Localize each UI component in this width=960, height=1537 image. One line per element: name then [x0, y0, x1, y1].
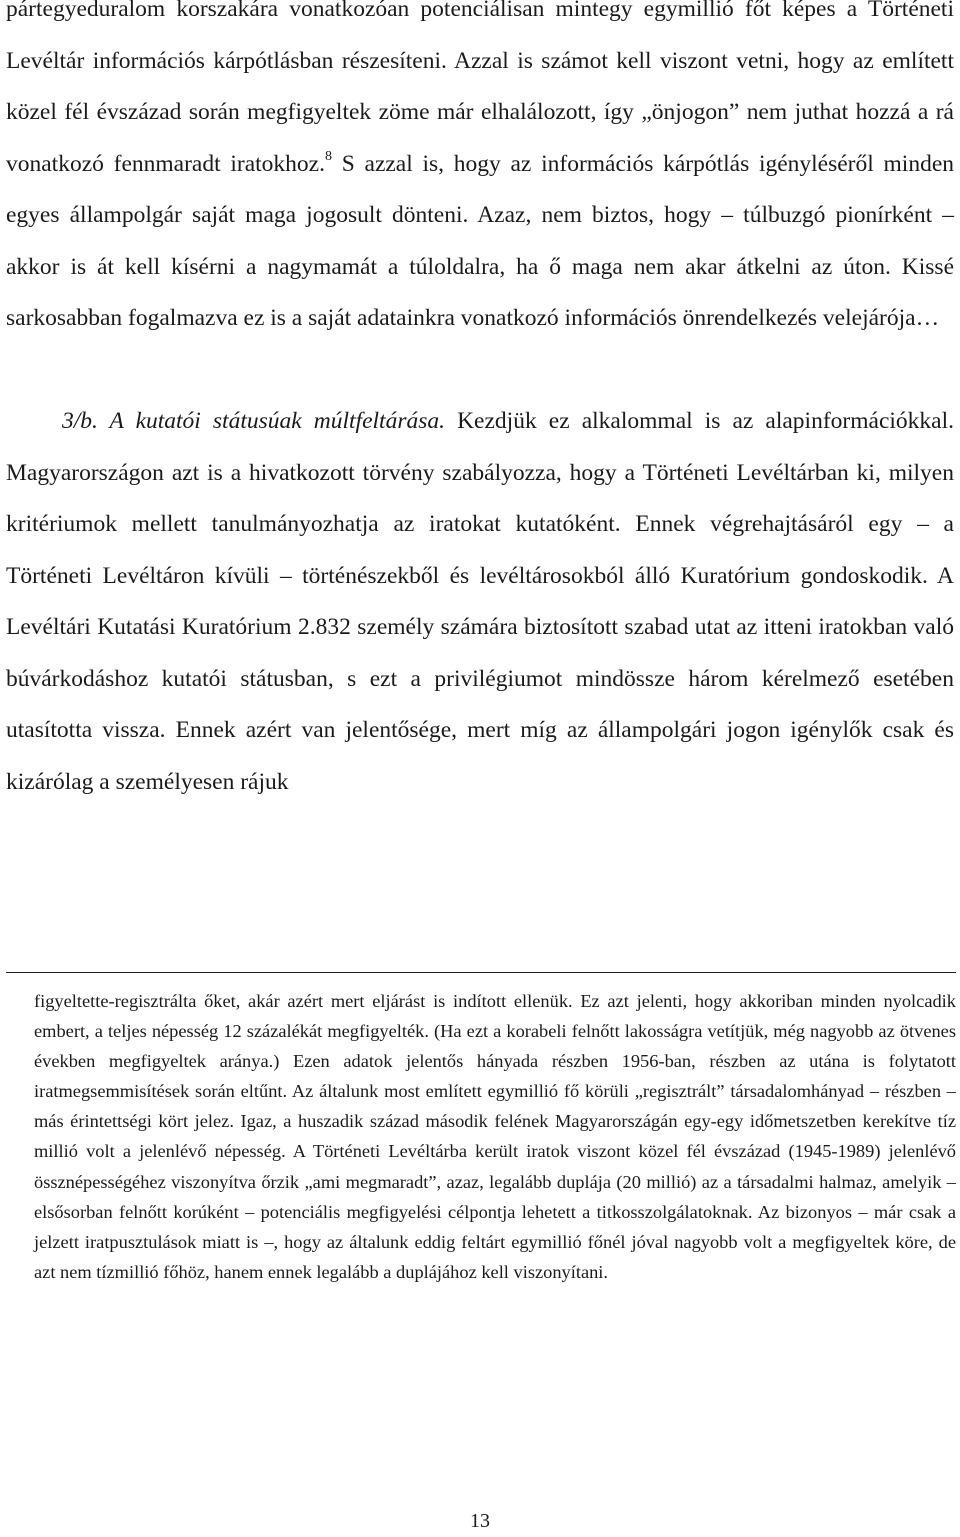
- paragraph-gap: [6, 345, 954, 397]
- section-heading: 3/b. A kutatói státusúak múltfeltárása.: [62, 408, 445, 434]
- page-number: 13: [470, 1510, 490, 1532]
- paragraph-text: Kezdjük ez alkalommal is az alapinformációkkal. Magyarországon azt is a hivatkozott törvény szabályozza, hogy a Történeti Levéltárban ki, milyen kritériumok mellett tanulmányozhatja az iratokat kutatóként. Ennek végrehajtásáról egy – a Történeti Levéltáron kívüli – történészekből és levéltárosokból álló Kuratórium gondoskodik. A Levéltári Kutatási Kuratórium 2.832 személy számára biztosított szabad utat az itteni iratokban való búvárkodáshoz kutatói státusban, s ezt a privilégiumot mindössze három kérelmező esetében utasította vissza. Ennek azért van jelentősége, mert míg az állampolgári jogon igénylők csak és kizárólag a személyesen rájuk: [6, 408, 954, 795]
- body-text: [6, 0, 954, 808]
- paragraph: [6, 396, 954, 808]
- paragraph: [6, 0, 954, 345]
- footnote-reference[interactable]: 8: [324, 148, 332, 164]
- footnote-separator: [6, 972, 956, 973]
- paragraph-text: pártegyeduralom korszakára vonatkozóan potenciálisan mintegy egymillió főt képes a Történeti Levéltár információs kárpótlásban részesíteni. Azzal is számot kell viszont vetni, hogy az említett közel fél évszázad során megfigyeltek zöme már elhalálozott, így „önjogon” nem juthat hozzá a rá vonatkozó fennmaradt iratokhoz.: [6, 0, 954, 177]
- footnote-text: figyeltette-regisztrálta őket, akár azért mert eljárást is indított ellenük. Ez azt jelenti, hogy akkoriban minden nyolcadik embert, a teljes népesség 12 százalékát megfigyelték. (Ha ezt a korabeli felnőtt lakosságra vetítjük, még nagyobb az ötvenes években megfigyeltek aránya.) Ezen adatok jelentős hányada részben 1956-ban, részben az utána is folytatott iratmegsemmisítések során eltűnt. Az általunk most említett egymillió fő körüli „regisztrált” társadalomhányad – részben – más érintettségi kört jelez. Igaz, a huszadik század második felének Magyarországán egy-egy időmetszetben kerekítve tíz millió volt a jelenlévő népesség. A Történeti Levéltárba került iratok viszont közel fél évszázad (1945-1989) jelenlévő össznépességéhez viszonyítva őrzik „ami megmaradt”, azaz, legalább duplája (20 millió) az a társadalmi halmaz, amelyik – elsősorban felnőtt korúként – potenciális megfigyelési célpontja lehetett a titkosszolgálatoknak. Az bizonyos – már csak a jelzett iratpusztulások miatt is –, hogy az általunk eddig feltárt egymillió főnél jóval nagyobb volt a megfigyeltek köre, de azt nem tízmillió főhöz, hanem ennek legalább a duplájához kell viszonyítani.: [34, 991, 956, 1282]
- paragraph-text: S azzal is, hogy az információs kárpótlás igényléséről minden egyes állampolgár saját maga jogosult dönteni. Azaz, nem biztos, hogy – túlbuzgó pionírként – akkor is át kell kísérni a nagymamát a túloldalra, ha ő maga nem akar átkelni az úton. Kissé sarkosabban fogalmazva ez is a saját adatainkra vonatkozó információs önrendelkezés velejárója…: [6, 150, 955, 331]
